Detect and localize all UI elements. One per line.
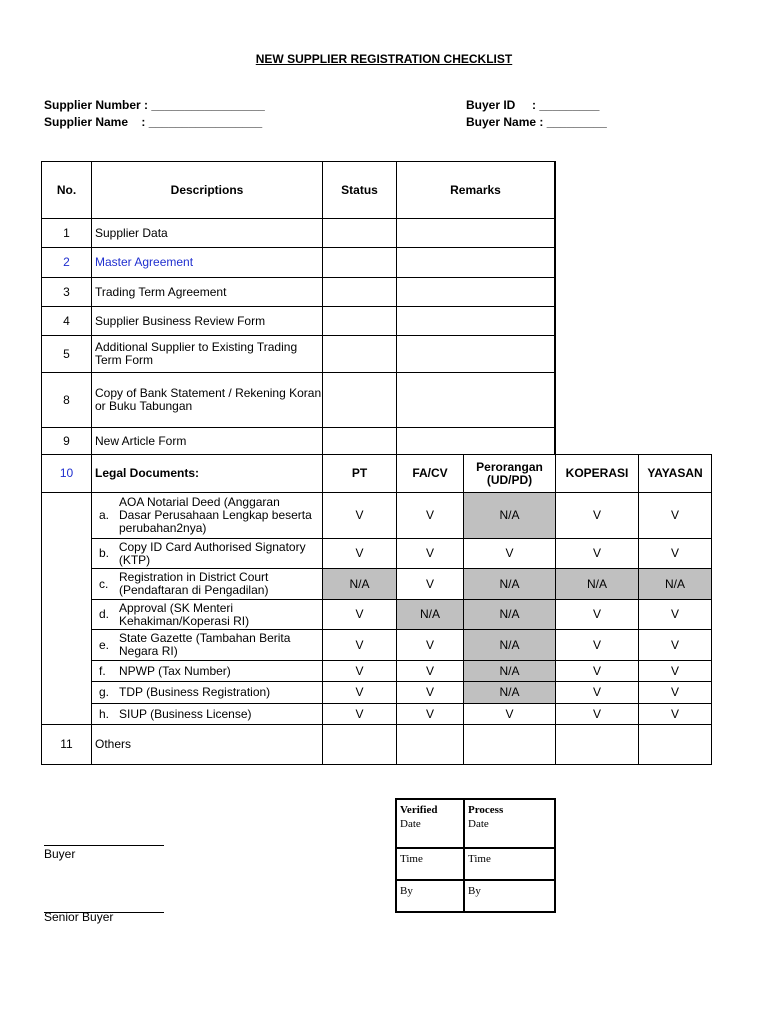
remarks-cell[interactable]: [397, 219, 555, 248]
others-cell[interactable]: [464, 725, 556, 764]
legal-item: [92, 569, 323, 600]
check-cell[interactable]: V: [397, 569, 464, 600]
item-letter: g.: [99, 685, 110, 699]
check-cell[interactable]: V: [556, 704, 639, 725]
item-letter: a.: [99, 508, 110, 522]
check-cell[interactable]: N/A: [556, 569, 639, 600]
check-cell[interactable]: N/A: [464, 493, 556, 539]
others-cell[interactable]: [397, 725, 464, 764]
row-description: New Article Form: [92, 428, 323, 456]
check-cell[interactable]: V: [397, 539, 464, 569]
check-cell[interactable]: V: [639, 704, 711, 725]
row-no: 4: [42, 307, 92, 336]
row-no: 3: [42, 278, 92, 307]
check-cell[interactable]: V: [323, 493, 397, 539]
legal-item: [92, 682, 323, 704]
process-date-label: Date: [468, 818, 489, 830]
status-cell[interactable]: [323, 307, 397, 336]
status-cell[interactable]: [323, 219, 397, 248]
check-cell[interactable]: V: [639, 600, 711, 630]
verified-by-cell[interactable]: [397, 881, 465, 911]
check-cell[interactable]: V: [556, 493, 639, 539]
senior-buyer-signature-label: Senior Buyer: [44, 910, 114, 924]
check-cell[interactable]: V: [639, 682, 711, 704]
remarks-cell[interactable]: [397, 248, 555, 278]
check-cell[interactable]: V: [397, 493, 464, 539]
supplier-number-field: Supplier Number : _________________: [44, 98, 265, 112]
item-text: Approval (SK Menteri Kehakiman/Koperasi RI): [119, 600, 250, 628]
process-by-cell[interactable]: [465, 881, 554, 911]
buyer-signature-line: [44, 845, 164, 846]
col-header-facv: FA/CV: [397, 455, 464, 493]
verified-by-label: By: [400, 885, 413, 897]
row-description: Supplier Data: [92, 219, 323, 248]
item-text: State Gazette (Tambahan Berita Negara RI): [119, 631, 291, 658]
legal-no-merged: [42, 493, 92, 725]
legal-item: [92, 600, 323, 630]
verified-date-label: Date: [400, 818, 421, 830]
remarks-cell[interactable]: [397, 428, 555, 456]
check-cell[interactable]: V: [556, 661, 639, 682]
legal-item: [92, 493, 323, 539]
verified-time-cell[interactable]: [397, 849, 465, 881]
col-header-pt: PT: [323, 455, 397, 493]
row-no: 9: [42, 428, 92, 456]
item-text: Copy ID Card Authorised Signatory (KTP): [118, 539, 306, 567]
check-cell[interactable]: N/A: [323, 569, 397, 600]
remarks-cell[interactable]: [397, 307, 555, 336]
remarks-cell[interactable]: [397, 336, 555, 373]
process-date-cell[interactable]: [465, 800, 554, 849]
row-no: 10: [42, 455, 92, 493]
col-header-perorangan: Perorangan (UD/PD): [464, 455, 556, 493]
check-cell[interactable]: V: [323, 600, 397, 630]
item-letter: h.: [99, 706, 110, 721]
col-header-descriptions: Descriptions: [92, 162, 323, 219]
verification-box: [395, 798, 556, 913]
row-no: 11: [42, 725, 92, 764]
legal-documents-label: Legal Documents:: [92, 455, 323, 493]
status-cell[interactable]: [323, 725, 397, 764]
check-cell[interactable]: N/A: [639, 569, 711, 600]
row-description[interactable]: Master Agreement: [92, 248, 323, 278]
col-header-no: No.: [42, 162, 92, 219]
check-cell[interactable]: V: [639, 493, 711, 539]
process-time-label: Time: [468, 853, 491, 865]
row-no: 8: [42, 373, 92, 428]
remarks-cell[interactable]: [397, 373, 555, 428]
row-no: 1: [42, 219, 92, 248]
check-cell[interactable]: V: [397, 704, 464, 725]
check-cell[interactable]: N/A: [397, 600, 464, 630]
legal-item: [92, 630, 323, 661]
row-description: Others: [92, 725, 323, 764]
status-cell[interactable]: [323, 278, 397, 307]
col-header-remarks: Remarks: [397, 162, 555, 219]
check-cell[interactable]: V: [556, 539, 639, 569]
check-cell[interactable]: V: [556, 600, 639, 630]
item-text: Registration in District Court (Pendaftaran di Pengadilan): [119, 570, 269, 597]
check-cell[interactable]: V: [397, 630, 464, 661]
others-cell[interactable]: [556, 725, 639, 764]
check-cell[interactable]: N/A: [464, 682, 556, 704]
item-text: NPWP (Tax Number): [119, 663, 231, 678]
remarks-cell[interactable]: [397, 278, 555, 307]
col-header-status: Status: [323, 162, 397, 219]
check-cell[interactable]: V: [639, 539, 711, 569]
item-letter: c.: [99, 576, 109, 591]
others-cell[interactable]: [639, 725, 711, 764]
check-cell[interactable]: V: [397, 661, 464, 682]
check-cell[interactable]: V: [639, 630, 711, 661]
checklist-table-legal: [41, 454, 712, 765]
supplier-name-field: Supplier Name : _________________: [44, 115, 263, 129]
row-description: Trading Term Agreement: [92, 278, 323, 307]
verified-date-cell[interactable]: [397, 800, 465, 849]
row-no: 2: [42, 248, 92, 278]
col-header-yayasan: YAYASAN: [639, 455, 711, 493]
check-cell[interactable]: V: [556, 682, 639, 704]
legal-item: [92, 704, 323, 725]
status-cell[interactable]: [323, 336, 397, 373]
check-cell[interactable]: V: [464, 704, 556, 725]
check-cell[interactable]: V: [323, 661, 397, 682]
buyer-signature-label: Buyer: [44, 847, 76, 861]
verified-time-label: Time: [400, 853, 423, 865]
item-letter: d.: [99, 607, 110, 621]
process-heading: Process: [468, 804, 504, 816]
status-cell[interactable]: [323, 428, 397, 456]
document-title: NEW SUPPLIER REGISTRATION CHECKLIST: [255, 52, 513, 66]
check-cell[interactable]: N/A: [464, 661, 556, 682]
item-letter: b.: [99, 546, 110, 560]
row-description: Copy of Bank Statement / Rekening Koran or Buku Tabungan: [92, 373, 323, 428]
legal-item: [92, 539, 323, 569]
check-cell[interactable]: V: [639, 661, 711, 682]
check-cell[interactable]: N/A: [464, 630, 556, 661]
check-cell[interactable]: V: [556, 630, 639, 661]
check-cell[interactable]: V: [464, 539, 556, 569]
status-cell[interactable]: [323, 248, 397, 278]
legal-item: [92, 661, 323, 682]
check-cell[interactable]: V: [323, 704, 397, 725]
row-no: 5: [42, 336, 92, 373]
check-cell[interactable]: V: [323, 682, 397, 704]
item-text: AOA Notarial Deed (Anggaran Dasar Perusahaan Lengkap beserta perubahan2nya): [119, 495, 312, 535]
check-cell[interactable]: N/A: [464, 569, 556, 600]
row-description: Additional Supplier to Existing Trading Term Form: [92, 336, 323, 373]
status-cell[interactable]: [323, 373, 397, 428]
item-letter: e.: [99, 637, 110, 652]
check-cell[interactable]: N/A: [464, 600, 556, 630]
process-time-cell[interactable]: [465, 849, 554, 881]
item-letter: f.: [99, 663, 106, 678]
item-text: SIUP (Business License): [119, 706, 252, 721]
process-by-label: By: [468, 885, 481, 897]
check-cell[interactable]: V: [397, 682, 464, 704]
row-description: Supplier Business Review Form: [92, 307, 323, 336]
checklist-table-upper: [41, 161, 556, 455]
check-cell[interactable]: V: [323, 539, 397, 569]
buyer-id-field: Buyer ID : _________: [466, 98, 600, 112]
buyer-name-field: Buyer Name : _________: [466, 115, 607, 129]
check-cell[interactable]: V: [323, 630, 397, 661]
verified-heading: Verified: [400, 804, 438, 816]
col-header-koperasi: KOPERASI: [556, 455, 639, 493]
item-text: TDP (Business Registration): [119, 685, 271, 699]
